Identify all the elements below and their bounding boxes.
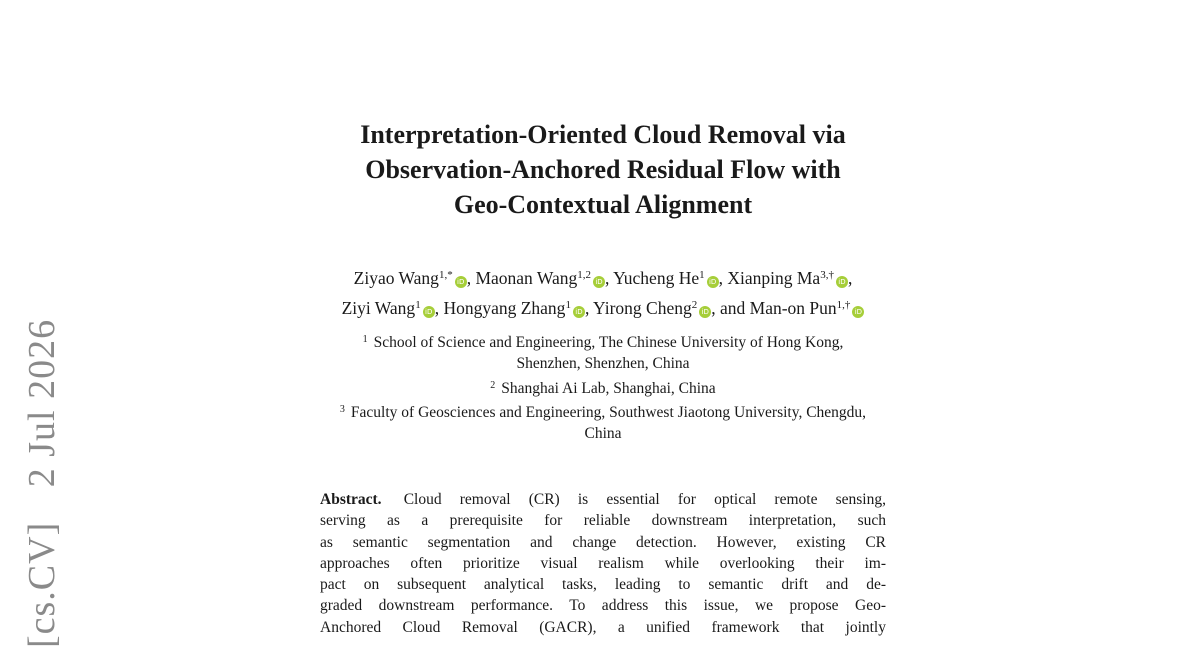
abstract-line: approaches often prioritize visual realism while overlooking their im- — [320, 554, 886, 572]
abstract-line: pact on subsequent analytical tasks, leading to semantic drift and de- — [320, 576, 886, 594]
orcid-icon[interactable]: iD — [455, 276, 467, 288]
author: Yucheng He$^1$iD — [613, 268, 719, 288]
author: Man-on Pun$^{1,\dagger}$iD — [750, 298, 865, 318]
abstract-label: Abstract. — [320, 491, 382, 508]
orcid-icon[interactable]: iD — [836, 276, 848, 288]
orcid-icon[interactable]: iD — [852, 306, 864, 318]
abstract-line: Anchored Cloud Removal (GACR), a unified framework that jointly — [320, 618, 886, 636]
orcid-icon[interactable]: iD — [593, 276, 605, 288]
abstract-line: serving as a prerequisite for reliable downstream interpretation, such — [320, 512, 886, 530]
author-line: Ziyao Wang$^{1,*}$iD , Maonan Wang$^{1,2}$iD , Yucheng He$^1$iD , Xianping $Ma^{3,\dagger}iD$ , — [353, 268, 853, 288]
title-line: Geo-Contextual Alignment — [453, 190, 753, 219]
paper-title — [250, 117, 956, 222]
orcid-icon[interactable]: iD — [423, 306, 435, 318]
abstract-line: as semantic segmentation and change detection. However, existing CR — [320, 533, 886, 551]
orcid-icon[interactable]: iD — [699, 306, 711, 318]
arxiv-stamp — [20, 295, 64, 648]
orcid-icon[interactable]: iD — [573, 306, 585, 318]
arxiv-date: 2 Jul 2026 — [21, 318, 63, 488]
affiliation: $^3$ Faculty of Geosciences and Engineering, Southwest Jiaotong University, Chengdu, — [339, 403, 867, 421]
affiliation-continuation: China — [584, 425, 622, 443]
author: Maonan Wang$^{1,2}$iD — [475, 268, 605, 288]
author-list — [200, 262, 1006, 322]
abstract-line: graded downstream performance. To address this issue, we propose Geo- — [320, 597, 886, 615]
affiliation-continuation: Shenzhen, Shenzhen, China — [516, 355, 690, 373]
title-line: Observation-Anchored Residual Flow with — [365, 155, 841, 184]
arxiv-category: [cs.CV] — [21, 521, 63, 648]
author: Hongyang Zhang$^1$iD — [443, 298, 585, 318]
author: Ziyi Wang$^1$iD — [342, 298, 435, 318]
abstract-line: Abstract. Cloud removal (CR) is essential for optical remote sensing, — [320, 491, 886, 508]
affiliations — [250, 329, 956, 444]
orcid-icon[interactable]: iD — [707, 276, 719, 288]
author-conjunction: and — [719, 298, 746, 318]
author: Xianping $Ma^{3,\dagger}iD$ — [727, 268, 848, 288]
affiliation: $^1$ School of Science and Engineering, The Chinese University of Hong Kong, — [362, 334, 844, 351]
affiliation: $^2$ Shanghai Ai Lab, Shanghai, China — [490, 379, 716, 397]
author: Ziyao Wang$^{1,*}$iD — [354, 268, 467, 288]
title-line: Interpretation-Oriented Cloud Removal via — [360, 120, 846, 149]
author: Yirong Cheng$^2$iD — [593, 298, 711, 318]
abstract — [320, 489, 886, 638]
author-line: Ziyi Wang$^1$iD , Hongyang Zhang$^1$iD , Yirong Cheng$^2$iD , and Man-on Pun$^{1,\dagger}$iD — [200, 292, 1006, 322]
